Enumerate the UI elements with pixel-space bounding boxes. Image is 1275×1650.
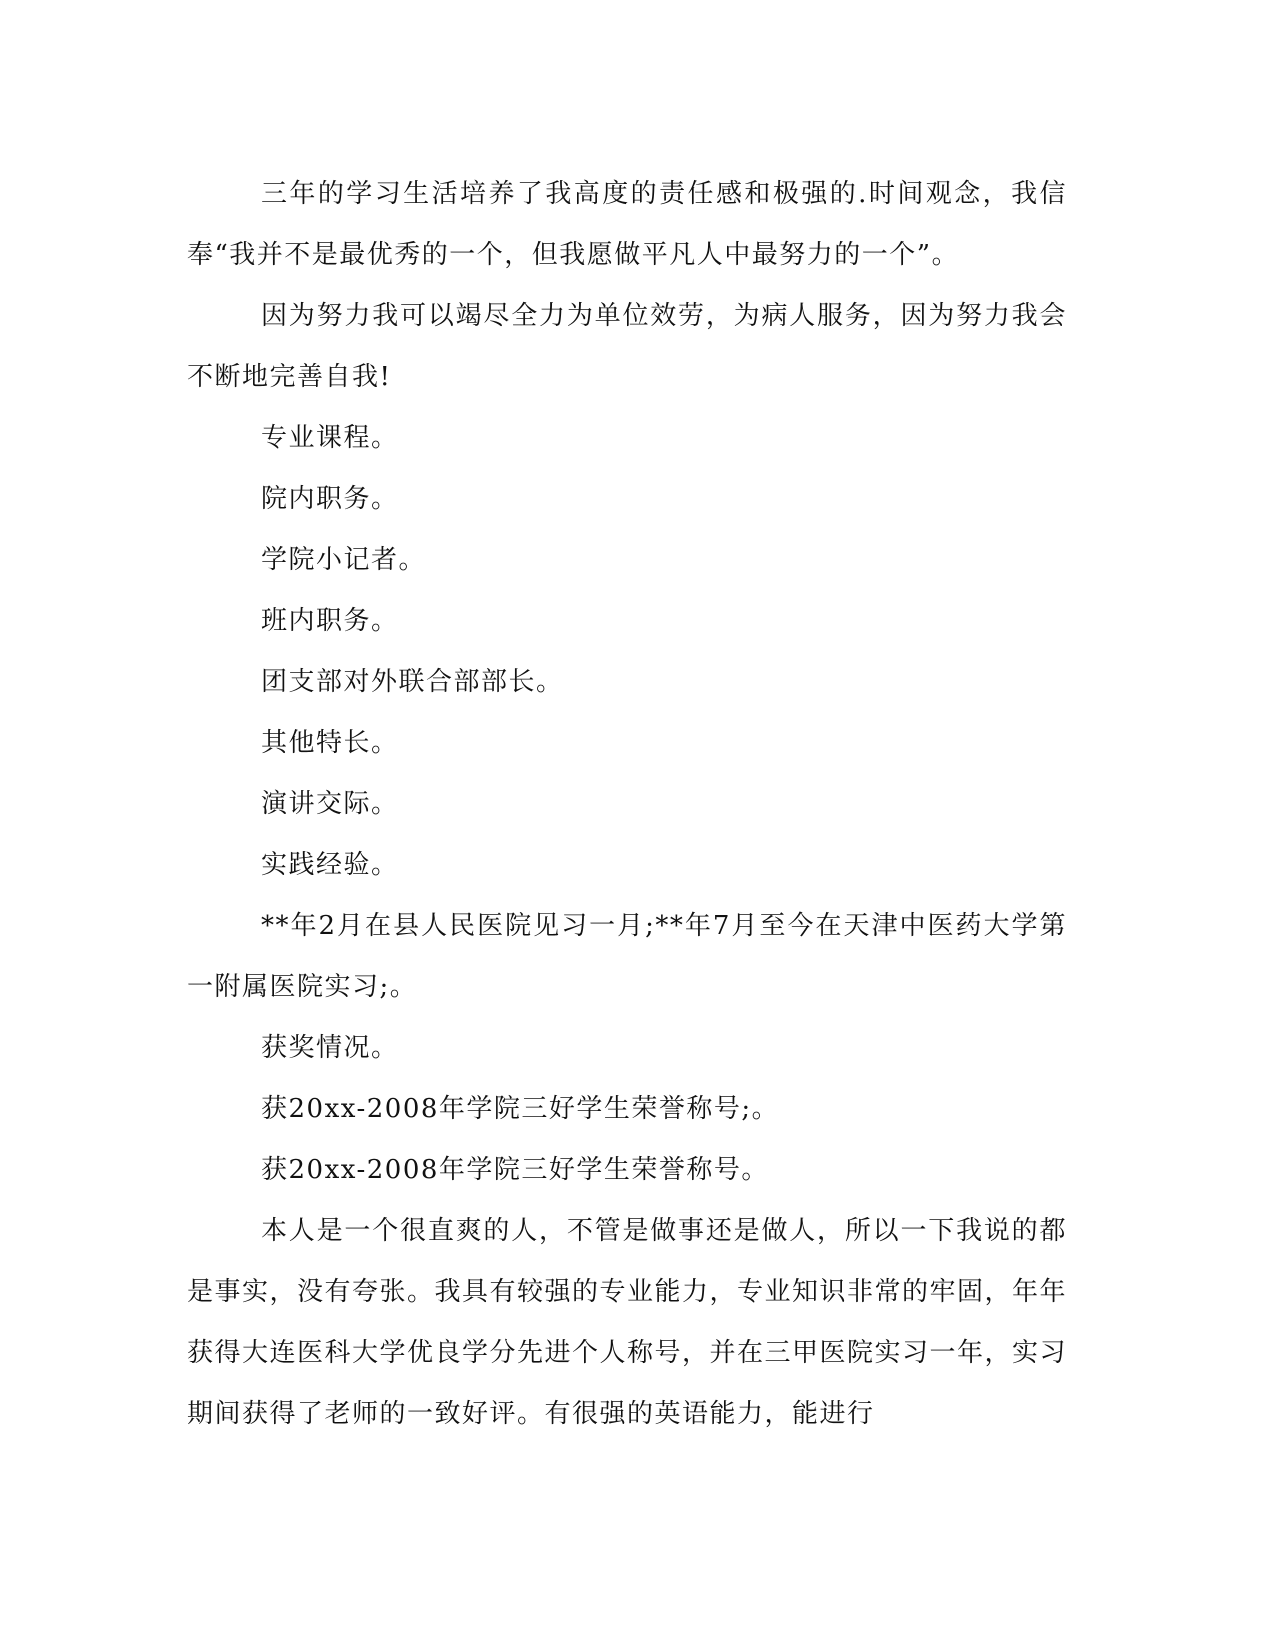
paragraph-internship: **年2月在县人民医院见习一月;**年7月至今在天津中医药大学第一附属医院实习;。: [187, 911, 1067, 1002]
heading-professional-courses: 专业课程。: [261, 423, 399, 453]
heading-college-positions: 院内职务。: [261, 484, 399, 514]
paragraph-self-evaluation: 三年的学习生活培养了我高度的责任感和极强的.时间观念，我信奉“我并不是最优秀的一个，但我愿做平凡人中最努力的一个”。: [187, 179, 1067, 270]
heading-class-positions: 班内职务。: [261, 606, 399, 636]
item-award-2: 获20xx-2008年学院三好学生荣誉称号。: [261, 1155, 769, 1185]
heading-awards: 获奖情况。: [261, 1033, 399, 1063]
item-league-branch-minister: 团支部对外联合部部长。: [261, 667, 564, 697]
document-body: [187, 164, 1067, 1445]
heading-other-skills: 其他特长。: [261, 728, 399, 758]
paragraph-personal-summary: 本人是一个很直爽的人，不管是做事还是做人，所以一下我说的都是事实，没有夸张。我具有较强的专业能力，专业知识非常的牢固，年年获得大连医科大学优良学分先进个人称号，并在三甲医院实习一年，实习期间获得了老师的一致好评。有很强的英语能力，能进行: [187, 1216, 1068, 1429]
item-college-reporter: 学院小记者。: [261, 545, 427, 575]
item-award-1: 获20xx-2008年学院三好学生荣誉称号;。: [261, 1094, 780, 1124]
item-speech-communication: 演讲交际。: [261, 789, 399, 819]
paragraph-effort: 因为努力我可以竭尽全力为单位效劳，为病人服务，因为努力我会不断地完善自我!: [187, 301, 1067, 392]
heading-practical-experience: 实践经验。: [261, 850, 399, 880]
